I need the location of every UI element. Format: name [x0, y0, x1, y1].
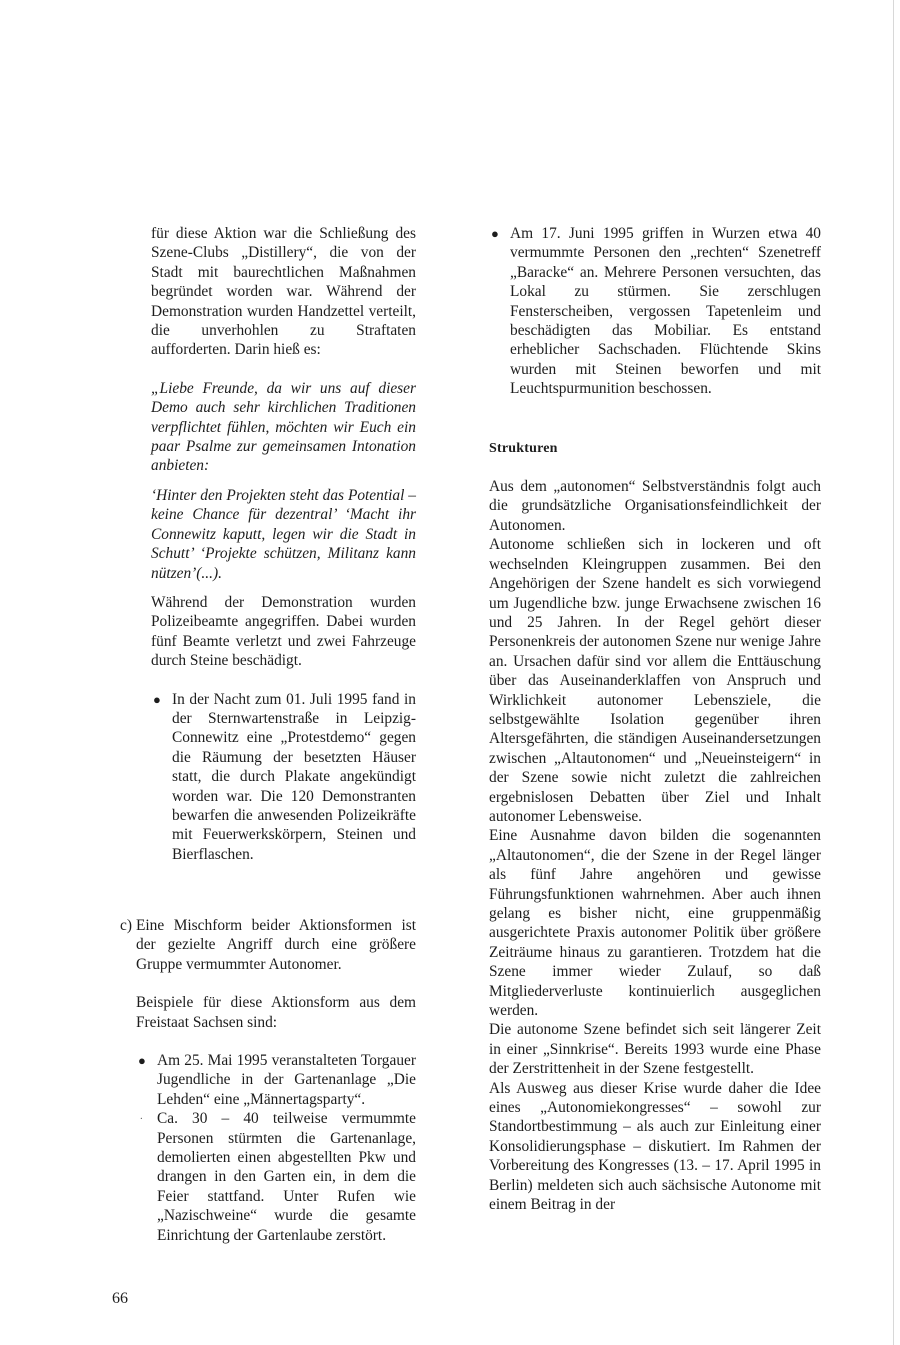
left-column [151, 224, 416, 864]
bullet-icon: ● [491, 226, 499, 241]
page-edge-line [893, 0, 894, 1345]
paragraph: Autonome schließen sich in lockeren und oft wechselnden Kleingruppen zusammen. Bei den Angehörigen der Szene handelt es sich vorwiegend um Jugendliche bzw. junge Erwachsene zwischen 16 und 25 Jahren. In der Regel gehört dieser Personenkreis der autonomen Szene nur wenige Jahre an. Ursachen dafür sind vor allem die Enttäuschung über das Auseinanderklaffen von Anspruch und Wirklichkeit autonomer Lebensziele, die selbstgewählte Isolation gegenüber ihren Altersgefährten, die ständigen Auseinandersetzungen zwischen „Altautonomen“ und „Neueinsteigern“ in der Szene sowie nicht zuletzt die zahlreichen ergebnislosen Debatten über Ziel und Inhalt autonomer Lebensweise. [489, 536, 821, 825]
section-heading: Strukturen [489, 440, 558, 456]
right-column [489, 224, 821, 1215]
bullet-icon: ● [138, 1053, 146, 1069]
paragraph: Als Ausweg aus dieser Krise wurde daher die Idee eines „Autonomiekongresses“ – sowohl zur Standortbestimmung – als auch zur Einleitung einer Konsolidierungsphase – diskutiert. Im Rahmen der Vorbereitung des Kongresses (13. – 17. April 1995 in Berlin) meldeten sich auch sächsische Autonome mit einem Beitrag in der [489, 1079, 821, 1214]
paragraph: Die autonome Szene befindet sich seit längerer Zeit in einer „Sinnkrise“. Bereits 1993 wurde eine Phase der Zerstrittenheit in der Szene festgestellt. [489, 1021, 821, 1078]
section-c [120, 916, 416, 1245]
section-c-text-2: Beispiele für diese Aktionsform aus dem Freistaat Sachsen sind: [136, 994, 416, 1031]
bullet-text: Ca. 30 – 40 teilweise vermummte Personen stürmten die Gartenanlage, demolierten einen abgestellten Pkw und drangen in den Garten ein, in dem die Feier stattfand. Unter Rufen wie „Nazischweine“ wurde die gesamte Einrichtung der Gartenlaube zerstört. [157, 1110, 416, 1244]
page-number: 66 [112, 1290, 128, 1307]
bullet-text: Am 25. Mai 1995 veranstalteten Torgauer Jugendliche in der Gartenanlage „Die Lehden“ eine „Männertagsparty“. [157, 1052, 416, 1108]
section-c-text-1: Eine Mischform beider Aktionsformen ist der gezielte Angriff durch eine größere Gruppe vermummter Autonomer. [136, 917, 416, 973]
bullet-text: In der Nacht zum 01. Juli 1995 fand in der Sternwartenstraße in Leipzig-Connewitz eine „Protestdemo“ gegen die Räumung der besetzten Häuser statt, die durch Plakate angekündigt worden war. Die 120 Demonstranten bewarfen die anwesenden Polizeikräfte mit Feuerwerkskörpern, Steinen und Bierflaschen. [172, 690, 416, 863]
enum-marker: c) [120, 917, 132, 934]
list-item [151, 690, 416, 865]
section-c-bullet-list [136, 1051, 416, 1245]
paragraph: Eine Ausnahme davon bilden die sogenannten „Altautonomen“, die der Szene in der Regel länger als fünf Jahre angehören und gewisse Führungsfunktionen wahrnehmen. Aber auch ihnen gelang es bisher nicht, eine gruppenmäßig ausgerichtete Praxis autonomer Politik über größere Zeiträume hinaus zu garantieren. Trotzdem hat die Szene immer wieder Zulauf, so daß Mitgliederverluste kontinuierlich ausgeglichen werden. [489, 827, 821, 1020]
paragraph: Aus dem „autonomen“ Selbstverständnis folgt auch die grundsätzliche Organisationsfeindlichkeit der Autonomen. [489, 478, 821, 534]
list-item [136, 1109, 416, 1245]
intro-paragraph: für diese Aktion war die Schließung des Szene-Clubs „Distillery“, die von der Stadt mit baurechtlichen Maßnahmen begründet worden war. Während der Demonstration wurden Handzettel verteilt, die unverhohlen zu Straftaten aufforderten. Darin hieß es: [151, 225, 416, 359]
after-quote-paragraph: Während der Demonstration wurden Polizeibeamte angegriffen. Dabei wurden fünf Beamte verletzt und zwei Fahrzeuge durch Steine beschädigt. [151, 593, 416, 670]
quote-psalms: ‘Hinter den Projekten steht das Potential – keine Chance für dezentral’ ‘Macht ihr Connewitz kaputt, legen wir die Stadt in Schutt’ ‘Projekte schützen, Militanz kann nützen’(...). [151, 486, 416, 582]
right-bullet-list [489, 224, 821, 399]
bullet-icon: ● [153, 691, 161, 707]
bullet-mark-icon: . [140, 1110, 143, 1123]
bullet-text: Am 17. Juni 1995 griffen in Wurzen etwa 40 vermummte Personen den „rechten“ Szenetreff „Baracke“ an. Mehrere Personen versuchten, das Lokal zu stürmen. Sie zerschlugen Fensterscheiben, vergossen Tapetenleim und beschädigten das Mobiliar. Es entstand erheblicher Sachschaden. Flüchtende Skins wurden mit Steinen beworfen und mit Leuchtspurmunition beschossen. [510, 225, 821, 398]
left-bullet-list [151, 690, 416, 865]
list-item [489, 224, 821, 399]
quote-intro: „Liebe Freunde, da wir uns auf dieser Demo auch sehr kirchlichen Traditionen verpflichtet fühlen, möchten wir Euch ein paar Psalme zur gemeinsamen Intonation anbieten: [151, 379, 416, 475]
list-item [136, 1051, 416, 1109]
